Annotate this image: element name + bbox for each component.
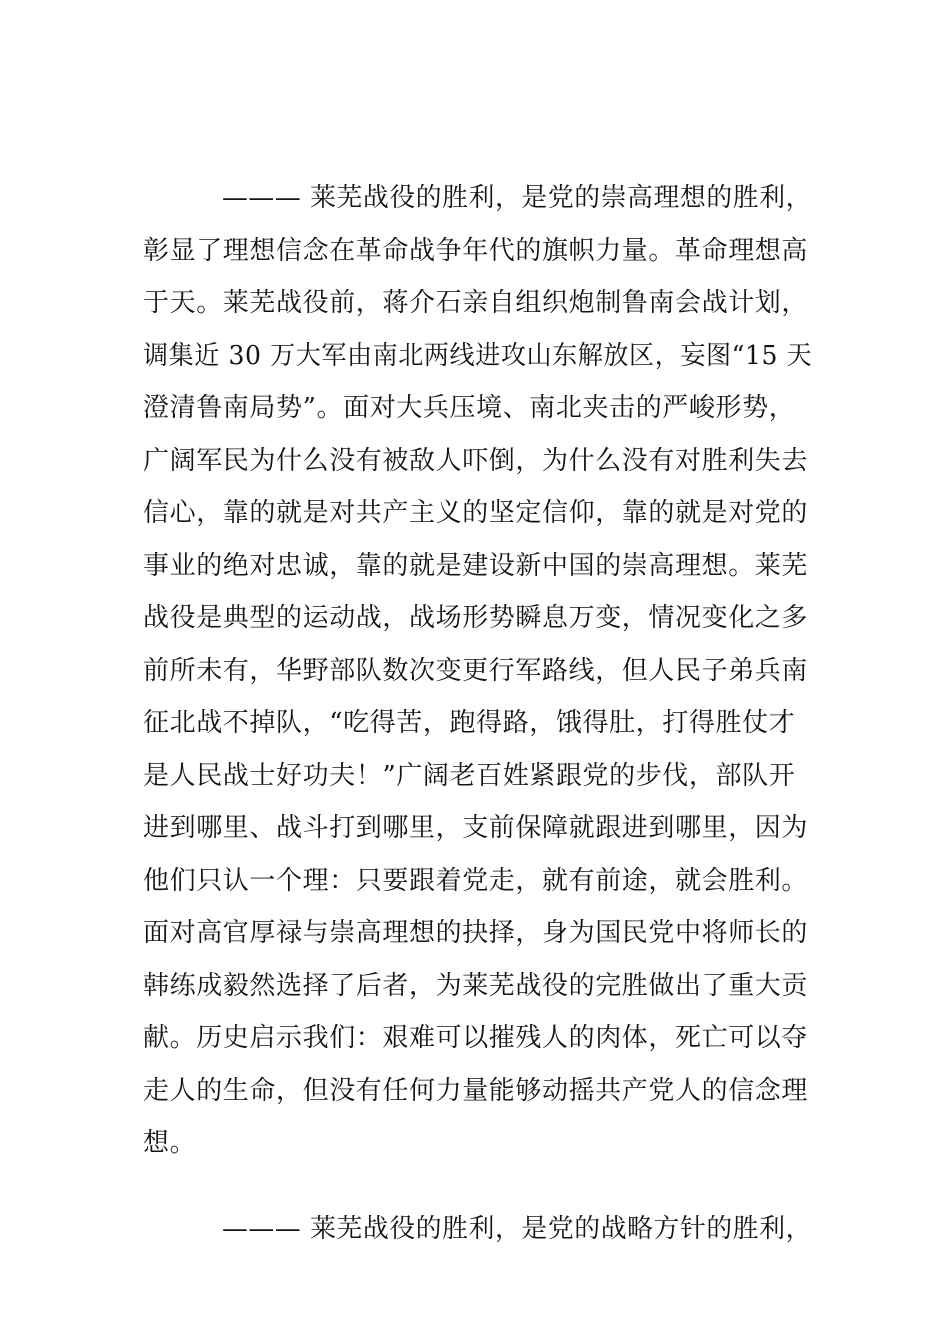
text-line: 于天。莱芜战役前，蒋介石亲自组织炮制鲁南会战计划， bbox=[143, 288, 809, 318]
text-line: 韩练成毅然选择了后者，为莱芜战役的完胜做出了重大贡 bbox=[143, 971, 809, 1001]
text-line: ——— 莱芜战役的胜利，是党的崇高理想的胜利， bbox=[222, 183, 813, 213]
text-line: 战役是典型的运动战，战场形势瞬息万变，情况变化之多 bbox=[143, 603, 809, 633]
text-line: 进到哪里、战斗打到哪里，支前保障就跟进到哪里，因为 bbox=[143, 813, 809, 843]
text-line: 他们只认一个理：只要跟着党走，就有前途，就会胜利。 bbox=[143, 866, 809, 896]
text-line: 事业的绝对忠诚，靠的就是建设新中国的崇高理想。莱芜 bbox=[143, 551, 809, 581]
text-line: 信心，靠的就是对共产主义的坚定信仰，靠的就是对党的 bbox=[143, 498, 809, 528]
text-line: ——— 莱芜战役的胜利，是党的战略方针的胜利， bbox=[222, 1214, 813, 1244]
text-line: 征北战不掉队，“吃得苦，跑得路，饿得肚，打得胜仗才 bbox=[143, 708, 796, 738]
text-line: 走人的生命，但没有任何力量能够动摇共产党人的信念理 bbox=[143, 1076, 809, 1106]
text-line: 想。 bbox=[143, 1128, 197, 1158]
text-line: 面对高官厚禄与崇高理想的抉择，身为国民党中将师长的 bbox=[143, 918, 809, 948]
text-line: 前所未有，华野部队数次变更行军路线，但人民子弟兵南 bbox=[143, 656, 809, 686]
text-line: 是人民战士好功夫！”广阔老百姓紧跟党的步伐，部队开 bbox=[143, 761, 796, 791]
text-line: 献。历史启示我们：艰难可以摧残人的肉体，死亡可以夺 bbox=[143, 1023, 809, 1053]
text-line: 彰显了理想信念在革命战争年代的旗帜力量。革命理想高 bbox=[143, 236, 809, 266]
text-line: 调集近 30 万大军由南北两线进攻山东解放区，妄图“15 天 bbox=[143, 341, 813, 371]
text-line: 广阔军民为什么没有被敌人吓倒，为什么没有对胜利失去 bbox=[143, 446, 809, 476]
text-line: 澄清鲁南局势”。面对大兵压境、南北夹击的严峻形势， bbox=[143, 393, 796, 423]
